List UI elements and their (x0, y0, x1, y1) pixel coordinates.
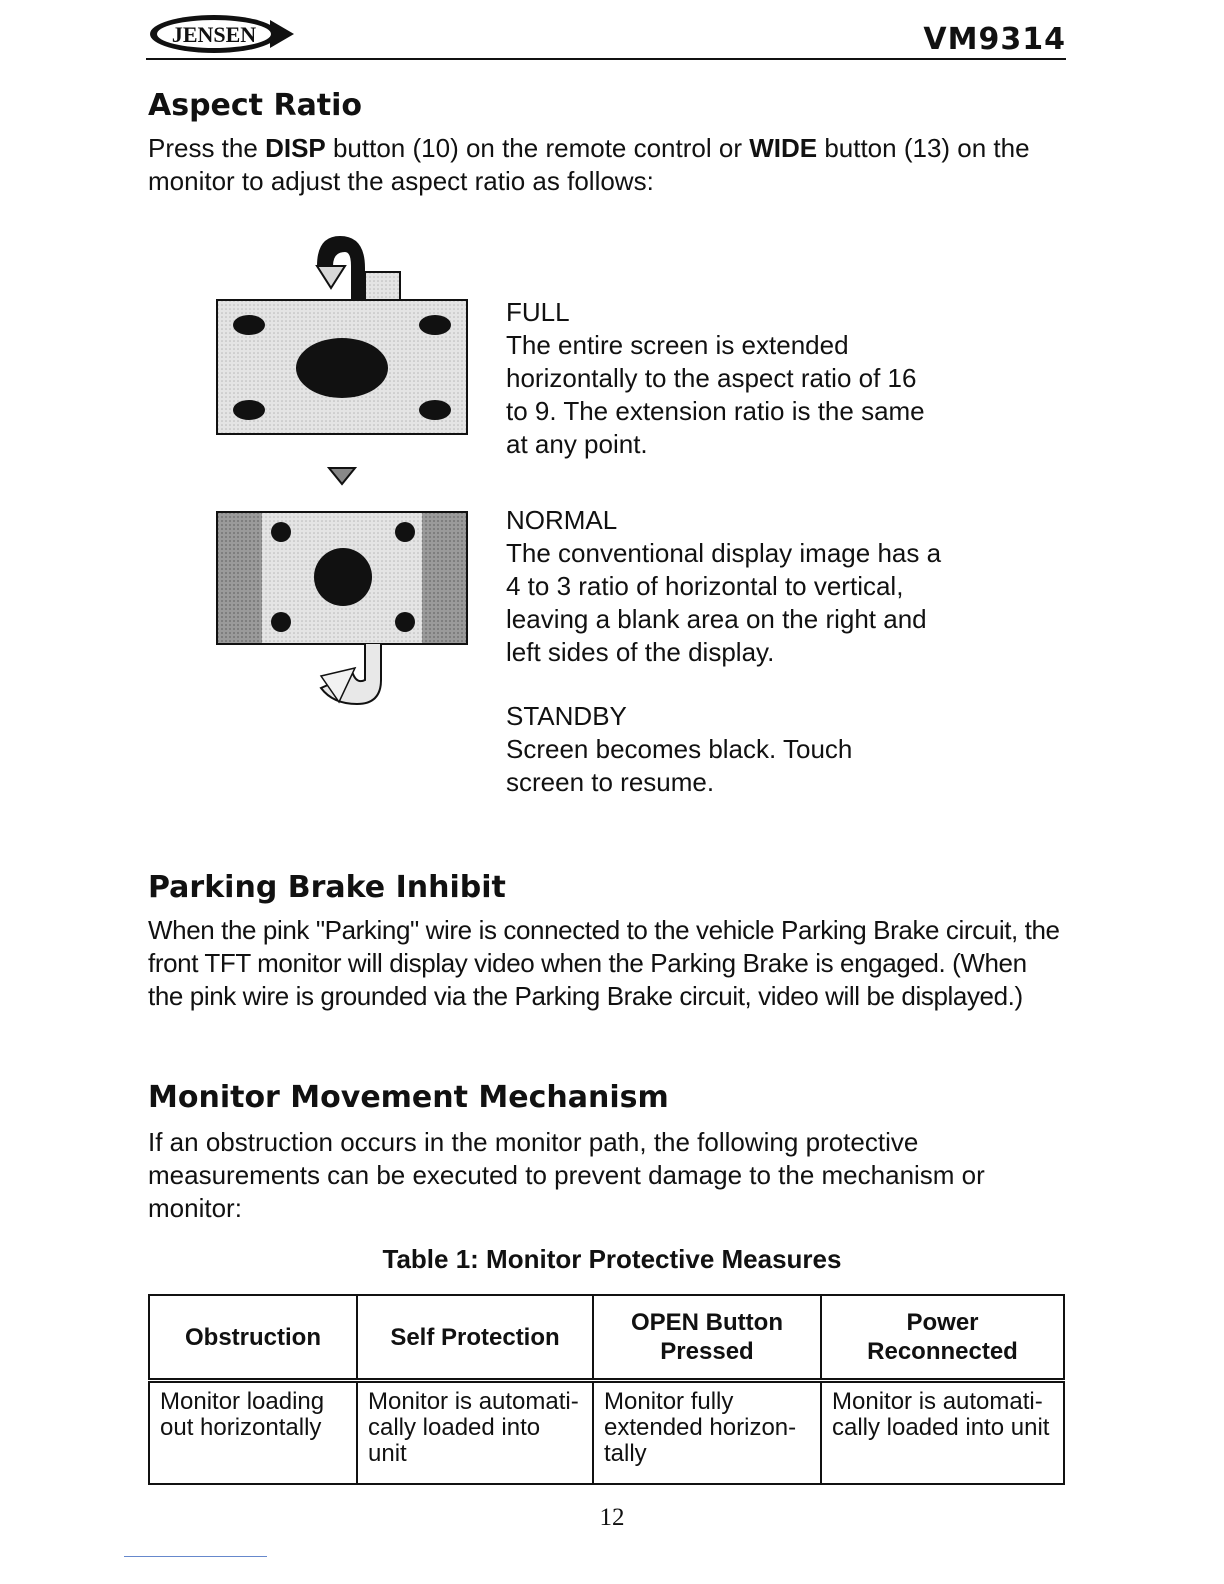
page-header (146, 10, 1066, 60)
protective-measures-table (148, 1294, 1065, 1485)
cell-obstruction: Monitor loading out horizontally (149, 1381, 357, 1485)
mode-normal-description: The conventional display image has a 4 to 3 ratio of horizontal to vertical, leaving a blank area on the right and left sides of the display. (506, 538, 942, 667)
curved-arrow-bottom-icon (321, 644, 381, 704)
monitor-movement-heading: Monitor Movement Mechanism (148, 1080, 669, 1115)
cell-power-reconnected: Monitor is automati-cally loaded into unit (821, 1381, 1064, 1485)
table-row (149, 1381, 1064, 1485)
mode-full-name: FULL (506, 297, 570, 327)
header-open-button-pressed: OPEN Button Pressed (593, 1295, 821, 1381)
aspect-ratio-diagram (205, 228, 485, 718)
aspect-ratio-intro (148, 132, 1058, 198)
header-rule (146, 58, 1066, 60)
svg-text:JENSEN: JENSEN (171, 22, 257, 47)
aspect-intro-run: button (10) on the remote control or (325, 133, 750, 163)
mode-standby (506, 700, 976, 799)
model-number: VM9314 (923, 22, 1066, 57)
parking-brake-body: When the pink "Parking" wire is connected to the vehicle Parking Brake circuit, the front TFT monitor will display video when the Parking Brake is engaged. (When the pink wire is grounded via the Parking Brake circuit, video will be displayed.) (148, 915, 1060, 1011)
down-arrow-icon (329, 468, 355, 484)
aspect-intro-run: button (13) on the monitor to adjust the aspect ratio as follows: (148, 133, 1030, 196)
jensen-logo (146, 12, 296, 56)
mode-standby-name: STANDBY (506, 701, 627, 731)
header-power-reconnected: Power Reconnected (821, 1295, 1064, 1381)
parking-brake-heading: Parking Brake Inhibit (148, 870, 506, 905)
header-obstruction: Obstruction (149, 1295, 357, 1381)
normal-screen-illustration (217, 512, 467, 644)
mode-normal (506, 504, 976, 669)
cell-open-button-pressed: Monitor fully extended horizon-tally (593, 1381, 821, 1485)
aspect-intro-run: Press the (148, 133, 266, 163)
footer-line (124, 1556, 267, 1557)
mode-full (506, 296, 976, 461)
page-number: 12 (599, 1504, 625, 1531)
curved-arrow-top-icon (317, 236, 400, 300)
aspect-intro-run: WIDE (749, 133, 818, 163)
aspect-ratio-heading: Aspect Ratio (148, 88, 363, 123)
mode-standby-description: Screen becomes black. Touch screen to resume. (506, 734, 853, 797)
monitor-movement-body: If an obstruction occurs in the monitor path, the following protective measurements can be executed to prevent damage to the mechanism or monitor: (148, 1127, 985, 1223)
table-caption: Table 1: Monitor Protective Measures (382, 1244, 842, 1274)
cell-self-protection: Monitor is automati-cally loaded into unit (357, 1381, 593, 1485)
full-screen-illustration (217, 300, 467, 434)
mode-full-description: The entire screen is extended horizontally to the aspect ratio of 16 to 9. The extension ratio is the same at any point. (506, 330, 925, 459)
header-self-protection: Self Protection (357, 1295, 593, 1381)
mode-normal-name: NORMAL (506, 505, 618, 535)
aspect-intro-run: DISP (265, 133, 326, 163)
table-header-row (149, 1295, 1064, 1381)
